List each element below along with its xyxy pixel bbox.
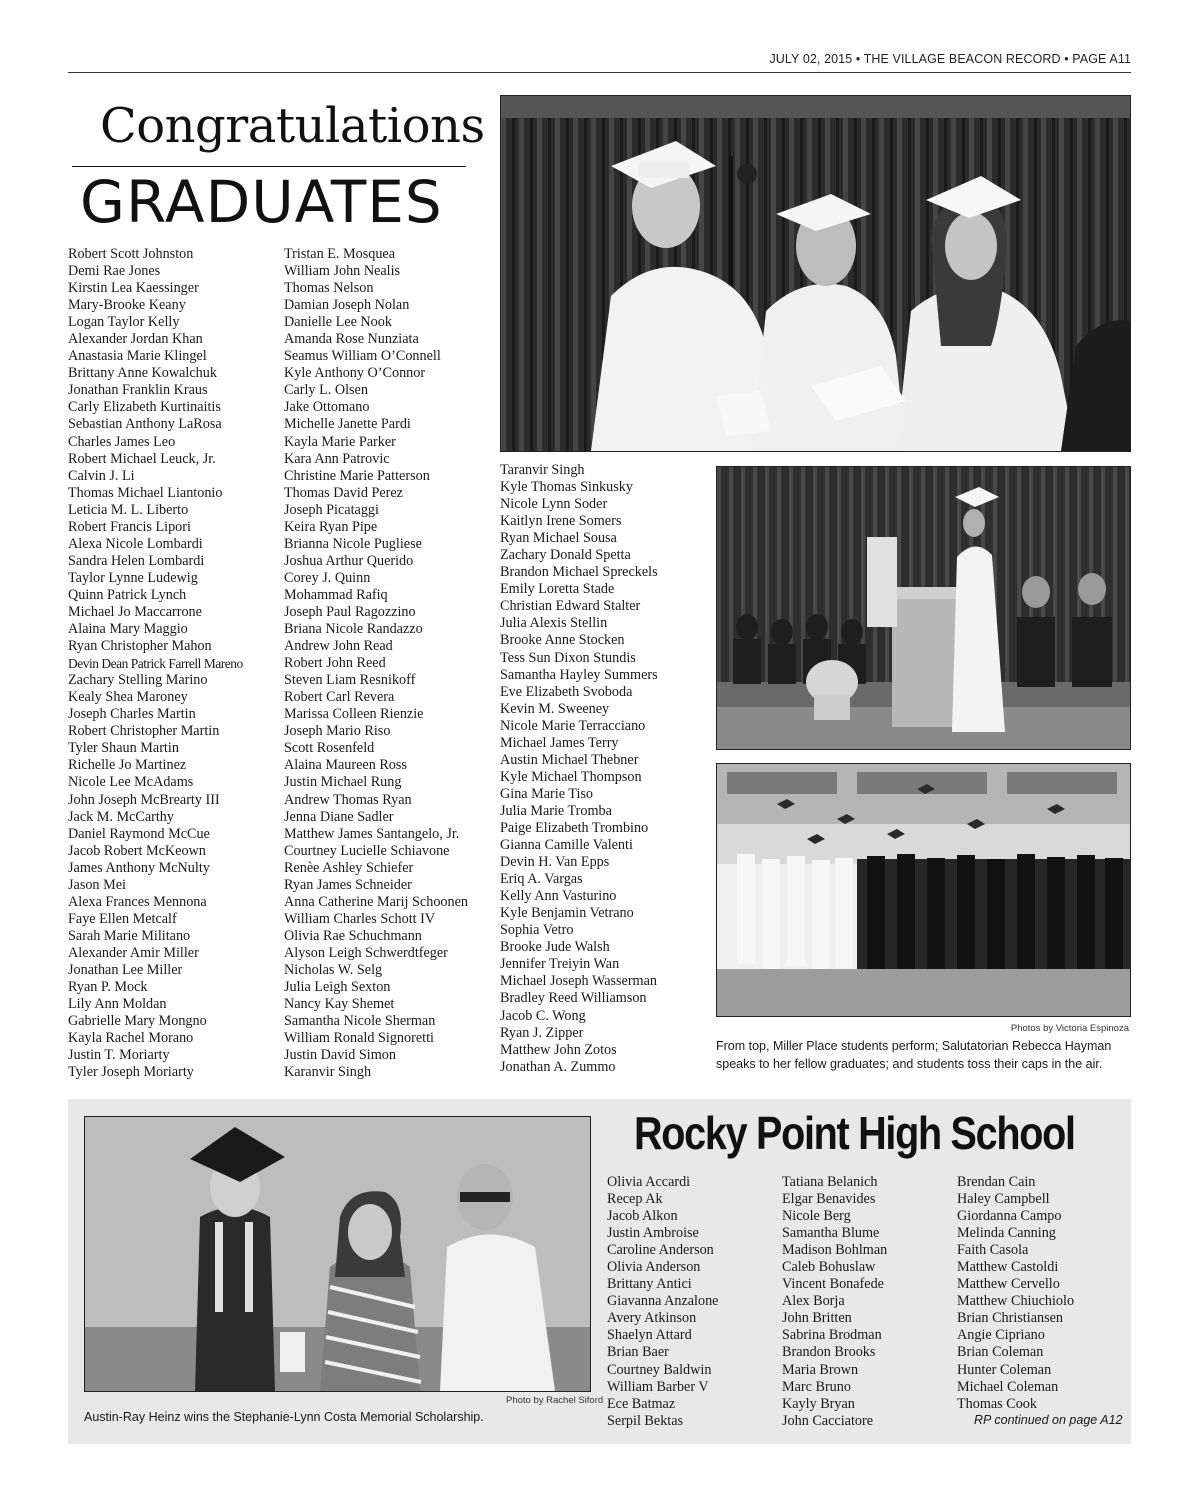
graduate-name: Jonathan A. Zummo [500, 1058, 616, 1075]
graduate-name: Quinn Patrick Lynch [68, 586, 187, 603]
graduate-name: Robert Francis Lipori [68, 518, 191, 535]
graduate-name: Alaina Mary Maggio [68, 621, 188, 638]
graduate-name: Renèe Ashley Schiefer [284, 859, 414, 876]
graduate-name: Christian Edward Stalter [500, 598, 641, 615]
graduate-name: Olivia Rae Schuchmann [284, 927, 422, 944]
graduate-name: Zachary Donald Spetta [500, 547, 631, 564]
graduate-name: Alex Borja [782, 1293, 845, 1310]
graduate-name: Tatiana Belanich [782, 1174, 878, 1190]
graduate-name: Giordanna Campo [957, 1208, 1062, 1225]
graduate-name: Jonathan Franklin Kraus [68, 382, 208, 399]
graduate-name: Brittany Antici [607, 1276, 692, 1293]
graduate-name: Tyler Shaun Martin [68, 740, 179, 757]
photo-credit-top: Photos by Victoria Espinoza [1010, 1023, 1129, 1034]
graduate-name: Kyle Benjamin Vetrano [500, 905, 634, 922]
graduate-name: Mohammad Rafiq [284, 586, 388, 603]
graduate-name: Nancy Kay Shemet [284, 996, 395, 1013]
graduate-name: Anna Catherine Marij Schoonen [284, 893, 468, 910]
graduate-name: John Joseph McBrearty III [68, 791, 220, 808]
graduate-name: Robert Scott Johnston [68, 246, 194, 262]
graduate-name: Gianna Camille Valenti [500, 837, 633, 854]
graduate-name: Hunter Coleman [957, 1361, 1052, 1378]
graduate-name: William Charles Schott IV [284, 910, 436, 927]
graduate-name: Sarah Marie Militano [68, 927, 191, 944]
graduate-name: Brandon Michael Spreckels [500, 564, 658, 581]
graduate-name: Amanda Rose Nunziata [284, 331, 419, 348]
graduate-name: William Ronald Signoretti [284, 1030, 434, 1047]
graduate-name: Kayly Bryan [782, 1395, 855, 1412]
graduate-name: Julia Marie Tromba [500, 802, 612, 819]
graduate-name: Alaina Maureen Ross [284, 757, 407, 774]
graduate-name: Kayla Rachel Morano [68, 1030, 194, 1047]
graduate-name: Michael Jo Maccarrone [68, 603, 202, 620]
graduate-name: Christine Marie Patterson [284, 467, 430, 484]
graduate-name: Nicole Lynn Soder [500, 496, 608, 513]
graduate-name: Mary-Brooke Keany [68, 297, 186, 314]
graduates-column-3 [500, 462, 658, 1076]
photo-scholarship-family [84, 1116, 591, 1392]
graduate-name: Vincent Bonafede [782, 1276, 884, 1293]
graduate-name: Ryan Christopher Mahon [68, 638, 212, 655]
graduate-name: Nicole Berg [782, 1208, 851, 1225]
graduate-name: Robert Michael Leuck, Jr. [68, 450, 216, 467]
rocky-point-column-3 [957, 1174, 1074, 1413]
graduate-name: Charles James Leo [68, 433, 176, 450]
graduate-name: Ece Batmaz [607, 1395, 676, 1412]
graduate-name: Brian Baer [607, 1344, 669, 1361]
graduate-name: Logan Taylor Kelly [68, 314, 180, 331]
graduate-name: Jason Mei [68, 876, 126, 893]
graduate-name: Julia Alexis Stellin [500, 615, 608, 632]
graduate-name: Alexander Jordan Khan [68, 331, 203, 348]
graduate-name: Joseph Charles Martin [68, 706, 196, 723]
graduate-name: Michael Joseph Wasserman [500, 973, 657, 990]
graduate-name: Caroline Anderson [607, 1242, 714, 1259]
graduate-name: Brandon Brooks [782, 1344, 876, 1361]
graduate-name: Andrew John Read [284, 638, 393, 655]
graduate-name: Bradley Reed Williamson [500, 990, 647, 1007]
graduate-name: Marissa Colleen Rienzie [284, 706, 424, 723]
photo-salutatorian-speech [716, 466, 1131, 750]
graduate-name: Serpil Bektas [607, 1412, 684, 1429]
graduate-name: Robert John Reed [284, 655, 386, 672]
graduate-name: Eriq A. Vargas [500, 871, 583, 888]
graduate-name: Justin T. Moriarty [68, 1047, 170, 1064]
graduate-name: Maria Brown [782, 1361, 859, 1378]
graduate-name: Nicholas W. Selg [284, 961, 383, 978]
graduate-name: Samantha Hayley Summers [500, 666, 658, 683]
graduate-name: Brooke Anne Stocken [500, 632, 625, 649]
graduate-name: Jennifer Treiyin Wan [500, 956, 620, 973]
graduate-name: Robert Christopher Martin [68, 723, 220, 740]
graduate-name: Devin H. Van Epps [500, 854, 610, 871]
photo-cap-toss [716, 763, 1131, 1017]
graduate-name: Alexa Nicole Lombardi [68, 535, 203, 552]
graduate-name: Daniel Raymond McCue [68, 825, 210, 842]
graduate-name: Michael James Terry [500, 734, 619, 751]
graduate-name: Kirstin Lea Kaessinger [68, 280, 199, 297]
page-header: JULY 02, 2015 • THE VILLAGE BEACON RECORD • PAGE A11 [769, 52, 1131, 66]
graduate-name: Justin David Simon [284, 1047, 396, 1064]
graduate-name: Devin Dean Patrick Farrell Mareno [68, 656, 243, 672]
graduate-name: Ryan J. Zipper [500, 1024, 584, 1041]
graduate-name: Brooke Jude Walsh [500, 939, 610, 956]
photo-credit-bottom: Photo by Rachel Siford [506, 1395, 604, 1406]
graduate-name: Matthew John Zotos [500, 1041, 617, 1058]
graduate-name: Kevin M. Sweeney [500, 700, 610, 717]
graduate-name: Olivia Accardi [607, 1174, 691, 1190]
graduate-name: Joshua Arthur Querido [284, 552, 414, 569]
graduate-name: Sabrina Brodman [782, 1327, 882, 1344]
graduate-name: Thomas David Perez [284, 484, 403, 501]
graduate-name: Olivia Anderson [607, 1259, 701, 1276]
graduate-name: Shaelyn Attard [607, 1327, 692, 1344]
graduate-name: Courtney Baldwin [607, 1361, 712, 1378]
graduate-name: Kaitlyn Irene Somers [500, 513, 622, 530]
graduate-name: Marc Bruno [782, 1378, 851, 1395]
graduates-column-1 [68, 246, 243, 1081]
graduate-name: Kyle Anthony O’Connor [284, 365, 426, 382]
graduate-name: Emily Loretta Stade [500, 581, 615, 598]
graduate-name: William John Nealis [284, 263, 401, 280]
graduate-name: Faith Casola [957, 1242, 1029, 1259]
graduate-name: Michelle Janette Pardi [284, 416, 411, 433]
graduate-name: Demi Rae Jones [68, 263, 161, 280]
graduate-name: Damian Joseph Nolan [284, 297, 410, 314]
graduate-name: Brittany Anne Kowalchuk [68, 365, 217, 382]
graduate-name: Justin Ambroise [607, 1225, 699, 1242]
graduate-name: John Britten [782, 1310, 852, 1327]
graduate-name: Brian Christiansen [957, 1310, 1063, 1327]
graduate-name: Joseph Mario Riso [284, 723, 391, 740]
graduate-name: Carly L. Olsen [284, 382, 368, 399]
graduate-name: Lily Ann Moldan [68, 996, 167, 1013]
graduate-name: Thomas Cook [957, 1395, 1037, 1412]
graduate-name: Leticia M. L. Liberto [68, 501, 189, 518]
graduates-column-2 [284, 246, 468, 1081]
graduate-name: Kayla Marie Parker [284, 433, 396, 450]
graduate-name: Matthew Castoldi [957, 1259, 1059, 1276]
photo-caption-bottom: Austin-Ray Heinz wins the Stephanie-Lynn Costa Memorial Scholarship. [84, 1410, 484, 1424]
graduate-name: Madison Bohlman [782, 1242, 888, 1259]
graduate-name: Jacob Alkon [607, 1208, 678, 1225]
graduate-name: Joseph Picataggi [284, 501, 379, 518]
rocky-point-column-2 [782, 1174, 887, 1430]
graduate-name: Jack M. McCarthy [68, 808, 174, 825]
graduate-name: Alexander Amir Miller [68, 944, 199, 961]
graduate-name: Brianna Nicole Pugliese [284, 535, 422, 552]
header-rule [68, 72, 1131, 73]
graduate-name: Sandra Helen Lombardi [68, 552, 205, 569]
graduate-name: Matthew Chiuchiolo [957, 1293, 1075, 1310]
graduate-name: Andrew Thomas Ryan [284, 791, 412, 808]
graduate-name: Giavanna Anzalone [607, 1293, 719, 1310]
graduate-name: Anastasia Marie Klingel [68, 348, 207, 365]
graduate-name: Kealy Shea Maroney [68, 689, 188, 706]
graduate-name: Recep Ak [607, 1191, 663, 1208]
graduate-name: Tristan E. Mosquea [284, 246, 396, 262]
graduate-name: Kara Ann Patrovic [284, 450, 390, 467]
graduate-name: Calvin J. Li [68, 467, 135, 484]
graduate-name: Taranvir Singh [500, 462, 585, 478]
graduate-name: Joseph Paul Ragozzino [284, 603, 416, 620]
graduate-name: Paige Elizabeth Trombino [500, 819, 649, 836]
graduate-name: Courtney Lucielle Schiavone [284, 842, 450, 859]
graduate-name: Faye Ellen Metcalf [68, 910, 177, 927]
graduate-name: Jacob Robert McKeown [68, 842, 206, 859]
photo-students-singing [500, 95, 1131, 452]
graduate-name: Michael Coleman [957, 1378, 1059, 1395]
graduate-name: Matthew Cervello [957, 1276, 1060, 1293]
graduate-name: Kyle Thomas Sinkusky [500, 479, 633, 496]
graduate-name: Carly Elizabeth Kurtinaitis [68, 399, 221, 416]
graduate-name: Melinda Canning [957, 1225, 1056, 1242]
graduate-name: Keira Ryan Pipe [284, 518, 378, 535]
graduate-name: Taylor Lynne Ludewig [68, 569, 198, 586]
graduate-name: Haley Campbell [957, 1191, 1050, 1208]
graduate-name: Brian Coleman [957, 1344, 1044, 1361]
graduate-name: Eve Elizabeth Svoboda [500, 683, 633, 700]
graduate-name: Richelle Jo Martinez [68, 757, 187, 774]
graduate-name: Tess Sun Dixon Stundis [500, 649, 636, 666]
title-congratulations: Congratulations [100, 98, 485, 154]
rocky-point-continued: RP continued on page A12 [974, 1413, 1123, 1427]
graduate-name: Nicole Lee McAdams [68, 774, 194, 791]
graduate-name: Robert Carl Revera [284, 689, 395, 706]
graduate-name: Sophia Vetro [500, 922, 574, 939]
graduate-name: Jenna Diane Sadler [284, 808, 394, 825]
graduate-name: Avery Atkinson [607, 1310, 697, 1327]
graduate-name: Thomas Nelson [284, 280, 374, 297]
graduate-name: Alexa Frances Mennona [68, 893, 207, 910]
graduate-name: Nicole Marie Terracciano [500, 717, 646, 734]
title-graduates: GRADUATES [80, 168, 443, 236]
graduate-name: James Anthony McNulty [68, 859, 210, 876]
graduate-name: Kelly Ann Vasturino [500, 888, 617, 905]
graduate-name: Jacob C. Wong [500, 1007, 586, 1024]
rocky-point-column-1 [607, 1174, 718, 1430]
graduate-name: Julia Leigh Sexton [284, 979, 391, 996]
graduate-name: Sebastian Anthony LaRosa [68, 416, 222, 433]
graduate-name: Gabrielle Mary Mongno [68, 1013, 207, 1030]
graduate-name: Zachary Stelling Marino [68, 672, 208, 689]
graduate-name: Ryan P. Mock [68, 979, 148, 996]
graduate-name: Angie Cipriano [957, 1327, 1045, 1344]
graduate-name: Ryan Michael Sousa [500, 530, 617, 547]
graduate-name: Alyson Leigh Schwerdtfeger [284, 944, 448, 961]
graduate-name: William Barber V [607, 1378, 709, 1395]
graduate-name: Scott Rosenfeld [284, 740, 375, 757]
graduate-name: Jonathan Lee Miller [68, 961, 183, 978]
graduate-name: Gina Marie Tiso [500, 785, 594, 802]
graduate-name: Steven Liam Resnikoff [284, 672, 416, 689]
title-rule [72, 166, 466, 167]
graduate-name: Seamus William O’Connell [284, 348, 441, 365]
rocky-point-title: Rocky Point High School [634, 1107, 1075, 1159]
graduate-name: Brendan Cain [957, 1174, 1036, 1190]
graduate-name: Danielle Lee Nook [284, 314, 392, 331]
graduate-name: Samantha Blume [782, 1225, 880, 1242]
graduate-name: Matthew James Santangelo, Jr. [284, 825, 460, 842]
graduate-name: John Cacciatore [782, 1412, 873, 1429]
graduate-name: Kyle Michael Thompson [500, 768, 642, 785]
graduate-name: Justin Michael Rung [284, 774, 402, 791]
graduate-name: Tyler Joseph Moriarty [68, 1064, 194, 1081]
photo-caption-top: From top, Miller Place students perform; Salutatorian Rebecca Hayman speaks to her fellow graduates; and students toss their caps in the air. [716, 1039, 1112, 1071]
graduate-name: Ryan James Schneider [284, 876, 412, 893]
graduate-name: Thomas Michael Liantonio [68, 484, 223, 501]
graduate-name: Briana Nicole Randazzo [284, 621, 423, 638]
graduate-name: Corey J. Quinn [284, 569, 371, 586]
graduate-name: Austin Michael Thebner [500, 751, 639, 768]
graduate-name: Caleb Bohuslaw [782, 1259, 876, 1276]
graduate-name: Karanvir Singh [284, 1064, 372, 1081]
graduate-name: Elgar Benavides [782, 1191, 876, 1208]
graduate-name: Jake Ottomano [284, 399, 370, 416]
graduate-name: Samantha Nicole Sherman [284, 1013, 436, 1030]
